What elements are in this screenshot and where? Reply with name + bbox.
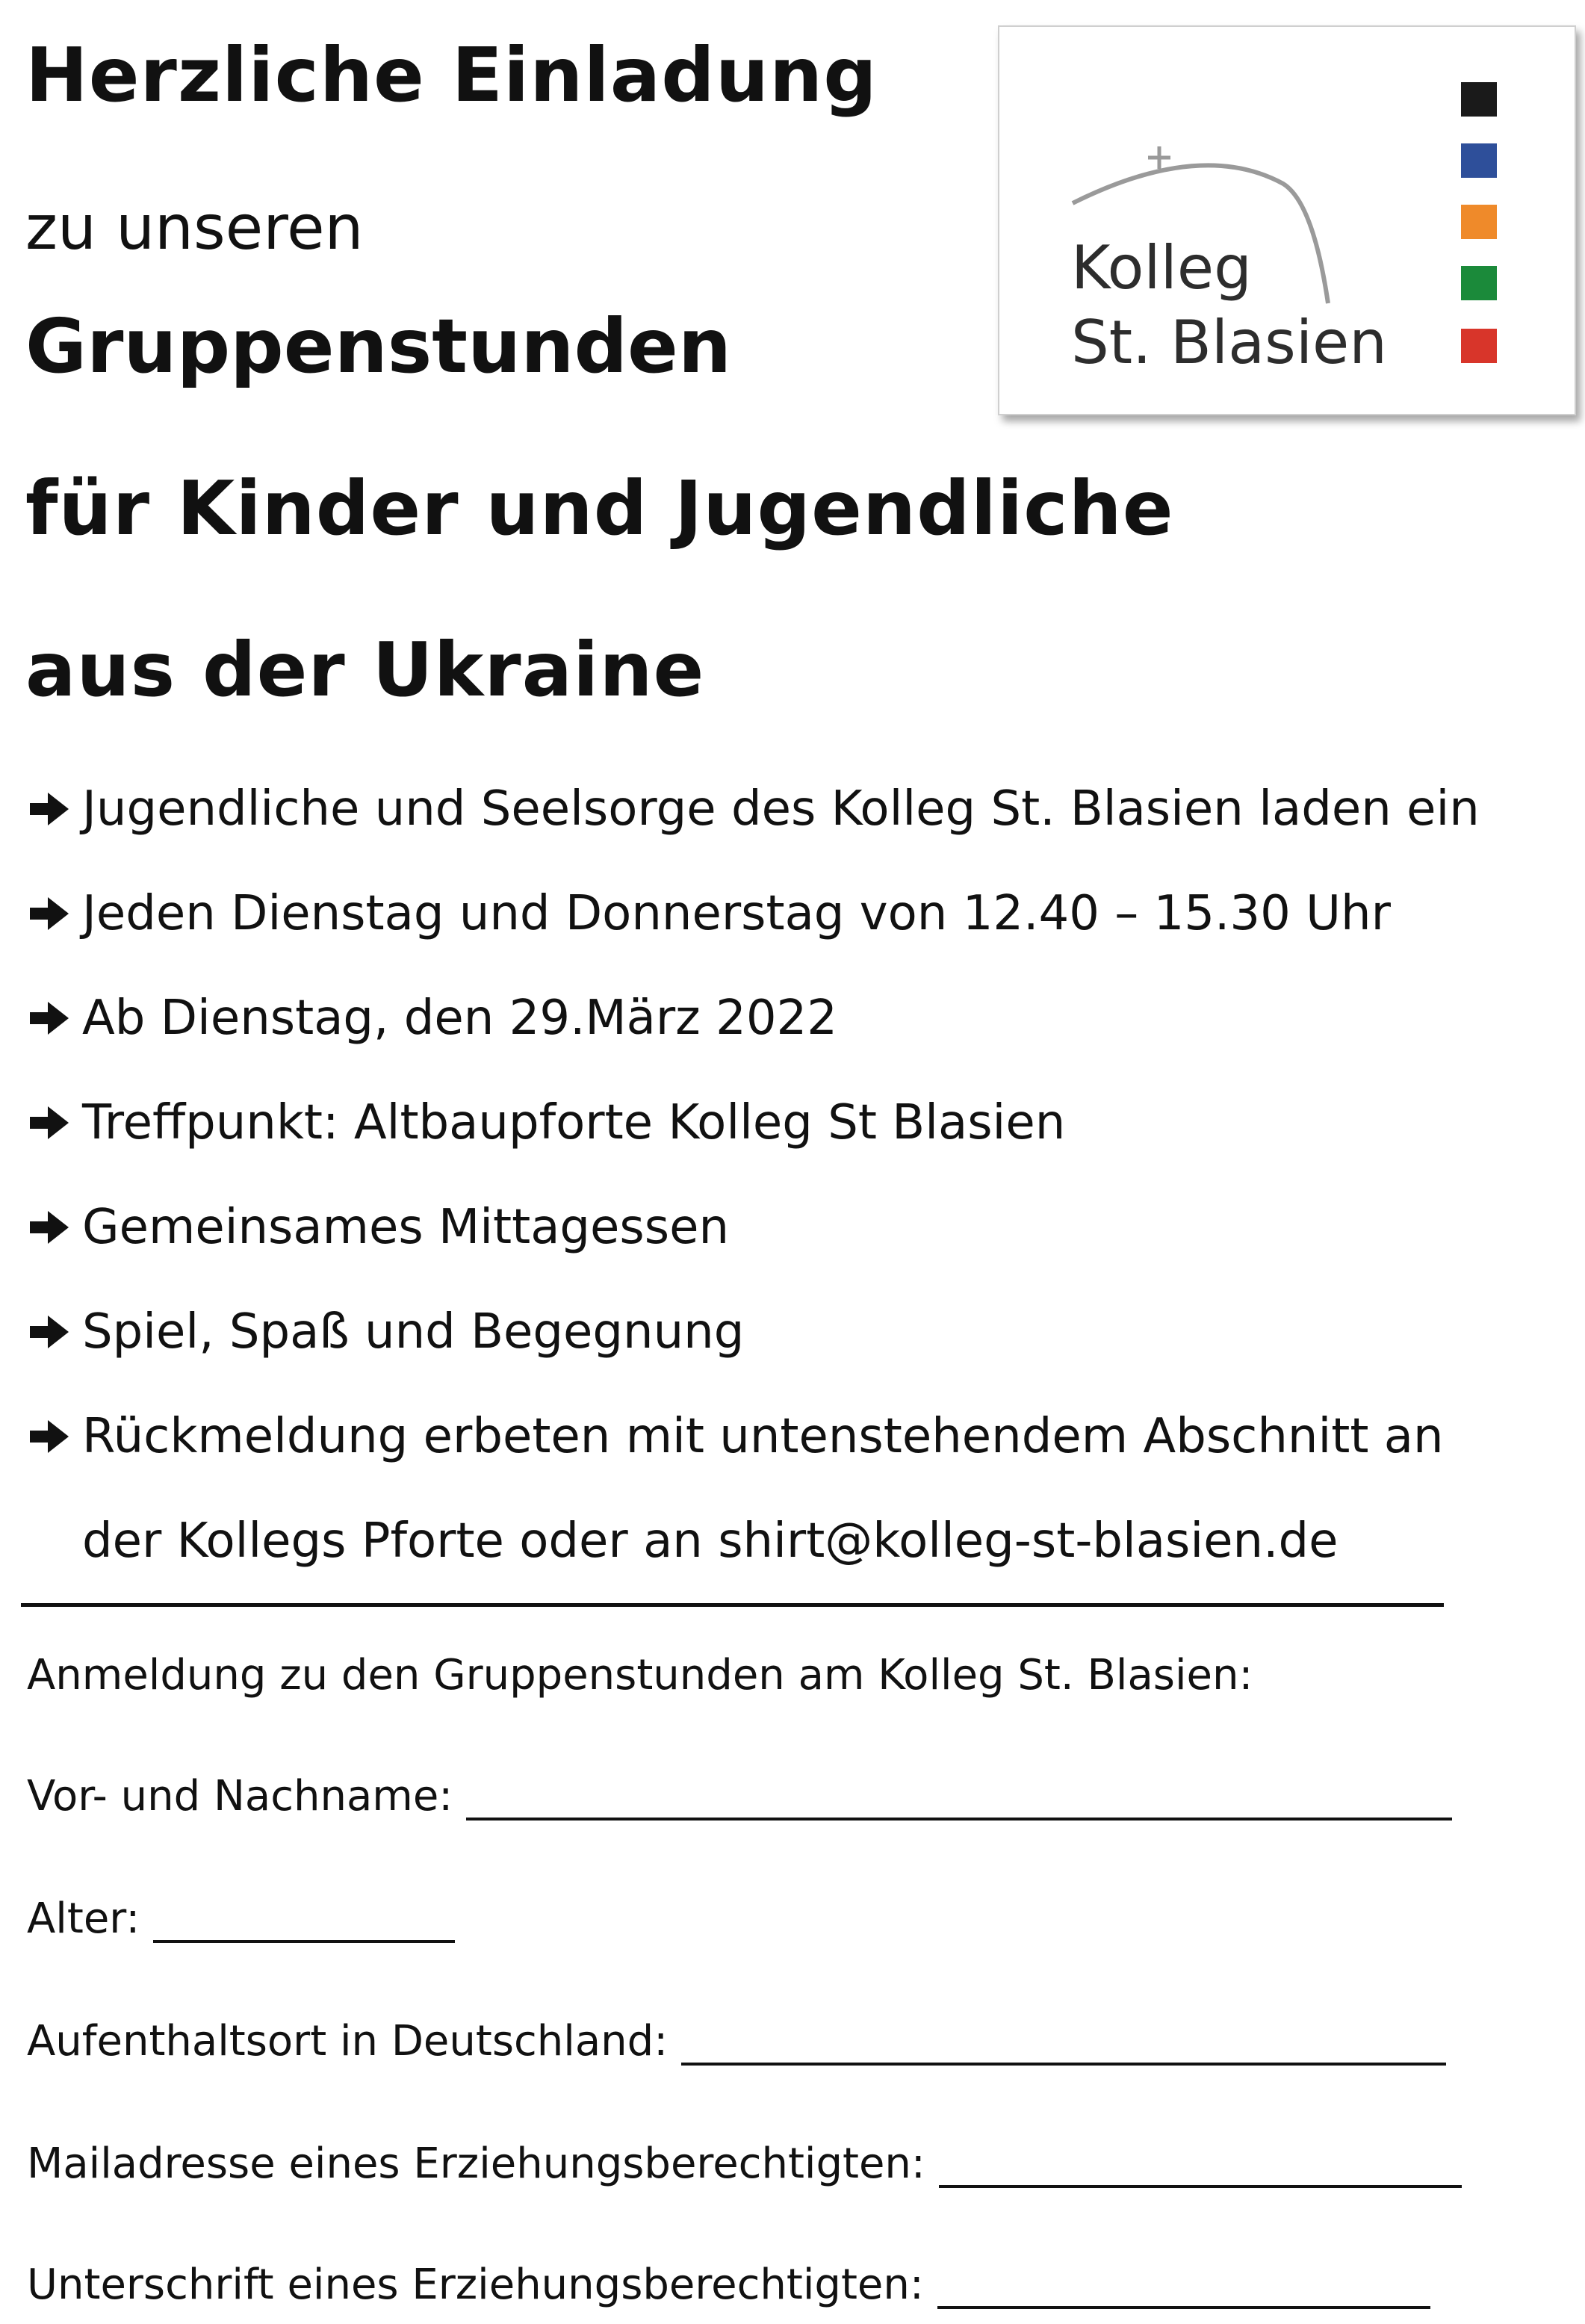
logo-square-black: [1461, 82, 1497, 117]
guardian-signature-input-line[interactable]: [937, 2276, 1430, 2309]
audience-line: für Kinder und Jugendliche: [25, 465, 1174, 552]
logo-name-line1: Kolleg: [1071, 233, 1252, 303]
age-label: Alter:: [27, 1894, 140, 1943]
age-field[interactable]: [27, 1894, 455, 1943]
arrow-right-icon: [25, 890, 73, 938]
bullet-continuation: der Kollegs Pforte oder an shirt@kolleg-st-blasien.de: [82, 1513, 1339, 1569]
kolleg-logo: [998, 25, 1576, 415]
age-input-line[interactable]: [153, 1910, 455, 1943]
name-input-line[interactable]: [466, 1788, 1452, 1821]
form-heading-text: Anmeldung zu den Gruppenstunden am Kolleg St. Blasien:: [27, 1651, 1253, 1699]
bullet-text: Treffpunkt: Altbaupforte Kolleg St Blasien: [82, 1095, 1066, 1150]
logo-square-blue: [1461, 143, 1497, 178]
bullet-item: [25, 1095, 1065, 1150]
origin-line: aus der Ukraine: [25, 626, 705, 713]
name-label: Vor- und Nachname:: [27, 1772, 453, 1821]
form-heading: [27, 1651, 1253, 1699]
event-name: Gruppenstunden: [25, 303, 732, 390]
arrow-right-icon: [25, 994, 73, 1042]
bullet-text: Gemeinsames Mittagessen: [82, 1200, 730, 1255]
residence-label: Aufenthaltsort in Deutschland:: [27, 2017, 669, 2066]
bullet-item: [25, 1304, 744, 1360]
bullet-item: [25, 781, 1480, 837]
logo-square-green: [1461, 266, 1497, 300]
bullet-item: [25, 1409, 1444, 1464]
logo-square-orange: [1461, 205, 1497, 239]
invitation-title: Herzliche Einladung: [25, 31, 878, 119]
bullet-item: [25, 1200, 729, 1255]
bullet-item: [25, 991, 837, 1046]
residence-field[interactable]: [27, 2017, 1446, 2066]
bullet-item: [25, 886, 1391, 941]
guardian-email-label: Mailadresse eines Erziehungsberechtigten:: [27, 2139, 925, 2188]
bullet-text: Ab Dienstag, den 29.März 2022: [82, 991, 837, 1046]
bullet-text: Spiel, Spaß und Begegnung: [82, 1304, 745, 1360]
logo-square-red: [1461, 329, 1497, 363]
cut-line-divider: [21, 1603, 1444, 1607]
residence-input-line[interactable]: [681, 2033, 1446, 2066]
bullet-text: Jugendliche und Seelsorge des Kolleg St. Blasien laden ein: [82, 781, 1480, 837]
bullet-text: Jeden Dienstag und Donnerstag von 12.40 – 15.30 Uhr: [82, 886, 1391, 941]
arrow-right-icon: [25, 1203, 73, 1251]
guardian-email-field[interactable]: [27, 2139, 1462, 2188]
arrow-right-icon: [25, 1099, 73, 1147]
guardian-signature-label: Unterschrift eines Erziehungsberechtigten:: [27, 2261, 924, 2309]
name-field[interactable]: [27, 1772, 1452, 1821]
guardian-email-input-line[interactable]: [939, 2155, 1462, 2188]
arrow-right-icon: [25, 785, 73, 833]
guardian-signature-field[interactable]: [27, 2261, 1430, 2309]
arrow-right-icon: [25, 1308, 73, 1356]
logo-name-line2: St. Blasien: [1071, 308, 1387, 377]
bullet-text: Rückmeldung erbeten mit untenstehendem Abschnitt an: [82, 1409, 1444, 1464]
invitation-subtitle: zu unseren: [25, 193, 364, 264]
arrow-right-icon: [25, 1413, 73, 1460]
